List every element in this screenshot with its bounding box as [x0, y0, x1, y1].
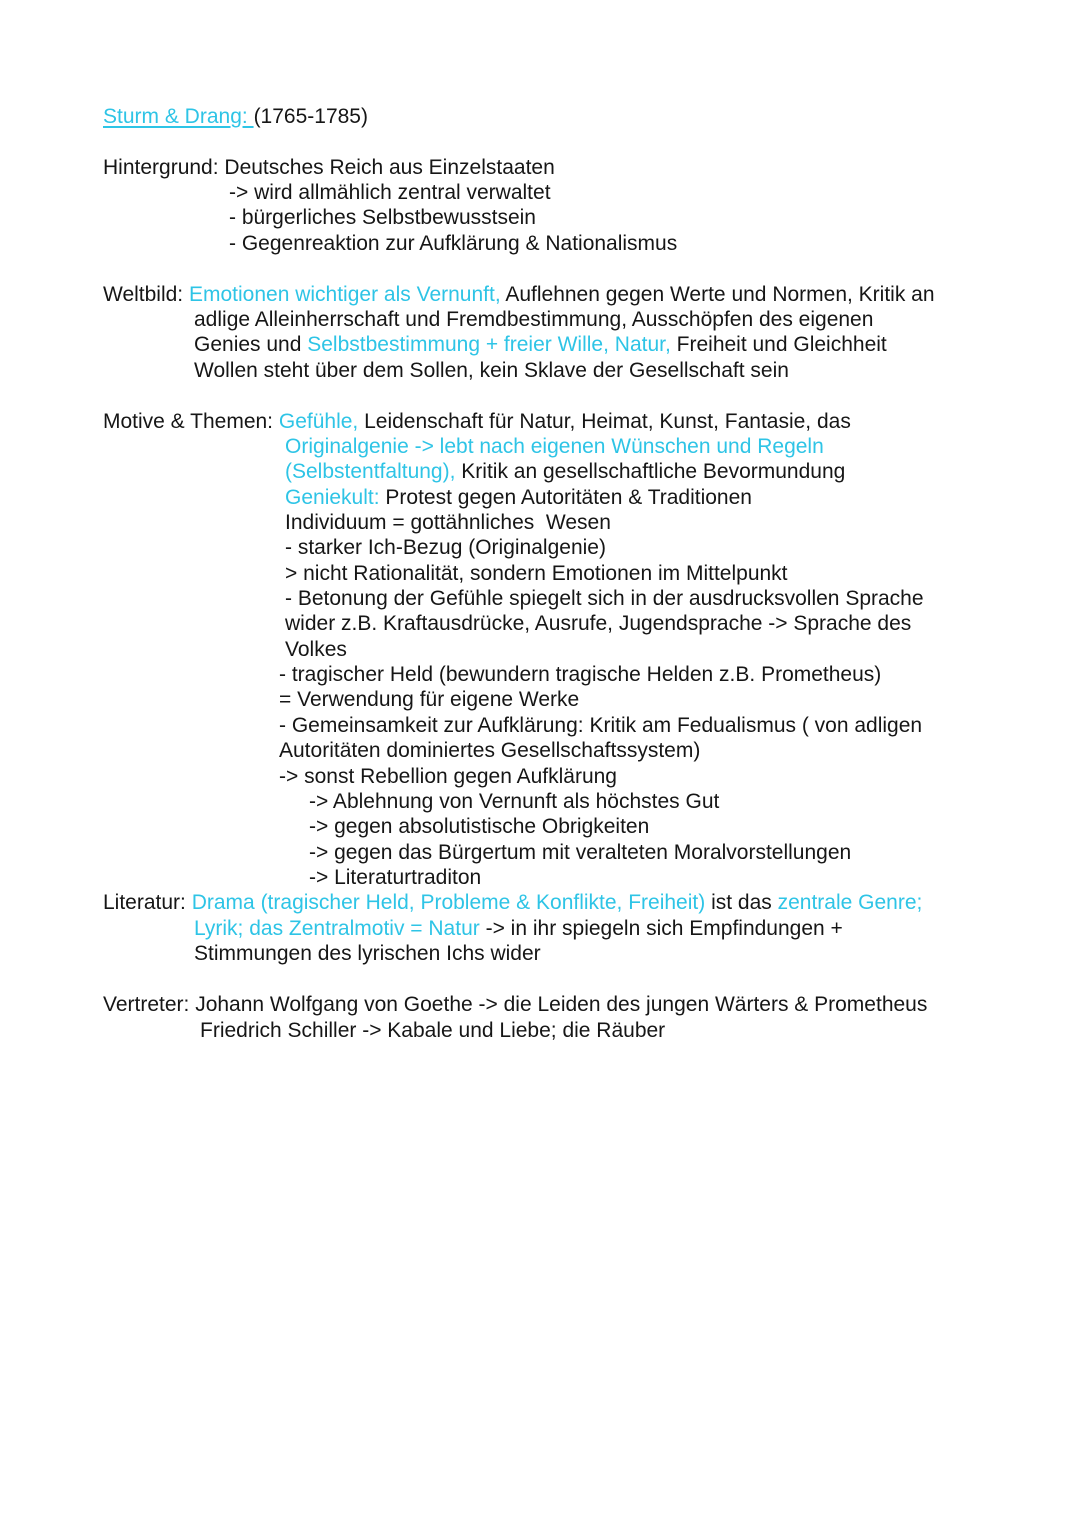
- vertreter-line-2: Friedrich Schiller -> Kabale und Liebe; die Räuber: [200, 1019, 666, 1042]
- literatur-label: Literatur:: [103, 891, 192, 914]
- weltbild-line-3: [194, 332, 887, 357]
- motive-line-4: [285, 485, 752, 510]
- weltbild-text: Genies und: [194, 333, 308, 356]
- weltbild-text: Auflehnen gegen Werte und Normen, Kritik an: [500, 283, 935, 306]
- motive-line-3: [285, 459, 845, 484]
- motive-line-18: -> gegen das Bürgertum mit veralteten Moralvorstellungen: [309, 841, 852, 864]
- vertreter-line-1: [103, 992, 927, 1017]
- motive-line-15: -> sonst Rebellion gegen Aufklärung: [279, 765, 617, 788]
- weltbild-line-1: [103, 282, 935, 307]
- literatur-line-3: Stimmungen des lyrischen Ichs wider: [194, 942, 541, 965]
- hintergrund-line-3: - bürgerliches Selbstbewusstsein: [229, 206, 536, 229]
- weltbild-line-4: Wollen steht über dem Sollen, kein Sklave der Gesellschaft sein: [194, 359, 789, 382]
- motive-line-12: = Verwendung für eigene Werke: [279, 688, 580, 711]
- literatur-highlight: zentrale Genre;: [777, 891, 923, 914]
- title-years: (1765-1785): [253, 105, 368, 128]
- motive-line-17: -> gegen absolutistische Obrigkeiten: [309, 815, 650, 838]
- motive-line-10: Volkes: [285, 638, 347, 661]
- motive-highlight: (Selbstentfaltung),: [285, 460, 456, 483]
- motive-line-7: > nicht Rationalität, sondern Emotionen im Mittelpunkt: [285, 562, 788, 585]
- weltbild-line-2: adlige Alleinherrschaft und Fremdbestimmung, Ausschöpfen des eigenen: [194, 308, 874, 331]
- motive-label: Motive & Themen:: [103, 410, 279, 433]
- motive-line-13: - Gemeinsamkeit zur Aufklärung: Kritik am Fedualismus ( von adligen: [279, 714, 923, 737]
- motive-line-11: - tragischer Held (bewundern tragische Helden z.B. Prometheus): [279, 663, 882, 686]
- motive-text: Kritik an gesellschaftliche Bevormundung: [455, 460, 846, 483]
- hintergrund-label: Hintergrund:: [103, 156, 225, 179]
- weltbild-text: Freiheit und Gleichheit: [670, 333, 887, 356]
- motive-text: Leidenschaft für Natur, Heimat, Kunst, Fantasie, das: [358, 410, 851, 433]
- motive-line-8: - Betonung der Gefühle spiegelt sich in der ausdrucksvollen Sprache: [285, 587, 924, 610]
- weltbild-highlight: Selbstbestimmung + freier Wille, Natur,: [307, 333, 671, 356]
- motive-highlight: Gefühle,: [278, 410, 359, 433]
- hintergrund-line-2: -> wird allmählich zentral verwaltet: [229, 181, 551, 204]
- hintergrund-line-1: [103, 155, 555, 180]
- motive-line-1: [103, 409, 851, 434]
- literatur-highlight: Lyrik; das Zentralmotiv = Natur: [194, 917, 480, 940]
- hintergrund-line-4: - Gegenreaktion zur Aufklärung & Nationalismus: [229, 232, 678, 255]
- literatur-highlight: Drama (tragischer Held, Probleme & Konflikte, Freiheit): [191, 891, 706, 914]
- vertreter-label: Vertreter:: [103, 993, 196, 1016]
- motive-line-16: -> Ablehnung von Vernunft als höchstes Gut: [309, 790, 720, 813]
- vertreter-text: Johann Wolfgang von Goethe -> die Leiden des jungen Wärters & Prometheus: [195, 993, 928, 1016]
- motive-line-9: wider z.B. Kraftausdrücke, Ausrufe, Jugendsprache -> Sprache des: [285, 612, 912, 635]
- motive-line-2: Originalgenie -> lebt nach eigenen Wünschen und Regeln: [285, 435, 824, 458]
- literatur-text: -> in ihr spiegeln sich Empfindungen +: [479, 917, 843, 940]
- motive-line-14: Autoritäten dominiertes Gesellschaftssystem): [279, 739, 701, 762]
- title-heading: Sturm & Drang:: [103, 105, 254, 128]
- motive-text: Protest gegen Autoritäten & Traditionen: [379, 486, 752, 509]
- title-line: [103, 104, 368, 129]
- motive-line-6: - starker Ich-Bezug (Originalgenie): [285, 536, 606, 559]
- literatur-line-2: [194, 916, 843, 941]
- hintergrund-text: Deutsches Reich aus Einzelstaaten: [224, 156, 555, 179]
- weltbild-label: Weltbild:: [103, 283, 189, 306]
- motive-highlight: Geniekult:: [285, 486, 380, 509]
- weltbild-highlight: Emotionen wichtiger als Vernunft,: [188, 283, 501, 306]
- motive-line-5: Individuum = gottähnliches Wesen: [285, 511, 611, 534]
- literatur-text: ist das: [705, 891, 778, 914]
- motive-line-19: -> Literaturtraditon: [309, 866, 482, 889]
- literatur-line-1: [103, 890, 922, 915]
